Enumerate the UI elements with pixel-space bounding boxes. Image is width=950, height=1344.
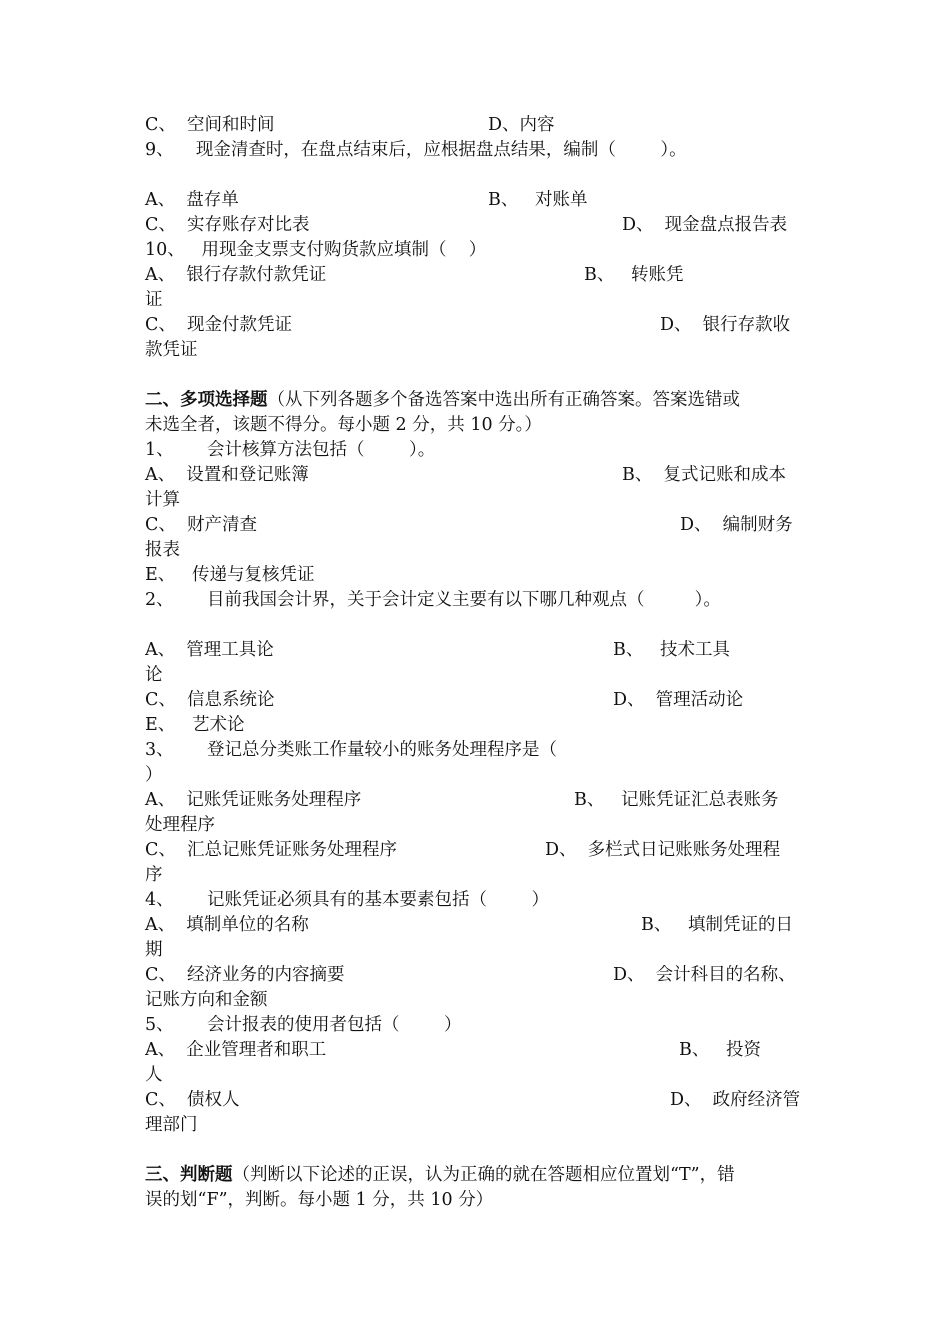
option-d: D、 管理活动论 <box>613 690 744 710</box>
section-2-desc: （从下列各题多个备选答案中选出所有正确答案。答案选错或 <box>267 390 740 410</box>
option-a: A、 盘存单 <box>145 190 239 210</box>
option-a: A、 银行存款付款凭证 <box>145 265 327 285</box>
option-b-wrap: 论 <box>145 665 163 685</box>
option-b-wrap: 处理程序 <box>145 815 215 835</box>
option-c: C、 汇总记账凭证账务处理程序 <box>145 840 398 860</box>
option-d: D、 多栏式日记账账务处理程 <box>545 840 781 860</box>
multi-question-2-stem: 2、 目前我国会计界，关于会计定义主要有以下哪几种观点（ ）。 <box>145 590 721 610</box>
option-d-wrap: 记账方向和金额 <box>145 990 268 1010</box>
option-b-wrap: 期 <box>145 940 163 960</box>
section-3-desc: （判断以下论述的正误，认为正确的就在答题相应位置划“T”，错 <box>232 1165 735 1185</box>
section-2-header <box>145 388 740 413</box>
section-3-desc-cont: 误的划“F”，判断。每小题 1 分，共 10 分） <box>145 1190 494 1210</box>
option-d-wrap: 序 <box>145 865 163 885</box>
option-e: E、 艺术论 <box>145 715 245 735</box>
option-b: B、 投资 <box>679 1040 762 1060</box>
section-2-title: 二、多项选择题 <box>145 390 268 410</box>
option-b: B、 对账单 <box>488 190 588 210</box>
section-3-header <box>145 1163 735 1188</box>
question-9-stem: 9、 现金清查时，在盘点结束后，应根据盘点结果，编制（ ）。 <box>145 140 687 160</box>
option-a: A、 记账凭证账务处理程序 <box>145 790 362 810</box>
question-10-stem: 10、 用现金支票支付购货款应填制（ ） <box>145 240 487 260</box>
option-a: A、 管理工具论 <box>145 640 274 660</box>
option-b-wrap: 人 <box>145 1065 163 1085</box>
multi-question-1-stem: 1、 会计核算方法包括（ ）。 <box>145 440 436 460</box>
option-c: C、 经济业务的内容摘要 <box>145 965 345 985</box>
option-c: C、 现金付款凭证 <box>145 315 293 335</box>
option-d: D、 编制财务 <box>680 515 793 535</box>
option-e: E、 传递与复核凭证 <box>145 565 315 585</box>
option-b-wrap: 证 <box>145 290 163 310</box>
option-d-wrap: 款凭证 <box>145 340 198 360</box>
multi-question-3-stem: 3、 登记总分类账工作量较小的账务处理程序是（ <box>145 740 558 760</box>
option-c: C、 信息系统论 <box>145 690 275 710</box>
option-d: D、 银行存款收 <box>660 315 791 335</box>
question-3-stem-wrap: ） <box>145 765 163 785</box>
option-a: A、 企业管理者和职工 <box>145 1040 327 1060</box>
section-2-desc-cont: 未选全者，该题不得分。每小题 2 分，共 10 分。） <box>145 415 542 435</box>
option-b: B、 技术工具 <box>613 640 731 660</box>
option-b: B、 复式记账和成本 <box>622 465 786 485</box>
option-b: B、 转账凭 <box>584 265 684 285</box>
option-a: A、 设置和登记账簿 <box>145 465 309 485</box>
option-d: D、内容 <box>488 115 555 135</box>
option-a: A、 填制单位的名称 <box>145 915 309 935</box>
multi-question-5-stem: 5、 会计报表的使用者包括（ ） <box>145 1015 462 1035</box>
section-3-title: 三、判断题 <box>145 1165 233 1185</box>
option-c: C、 空间和时间 <box>145 115 275 135</box>
option-c: C、 财产清查 <box>145 515 258 535</box>
multi-question-4-stem: 4、 记账凭证必须具有的基本要素包括（ ） <box>145 890 550 910</box>
option-b-wrap: 计算 <box>145 490 180 510</box>
option-d-wrap: 报表 <box>145 540 180 560</box>
option-d: D、 政府经济管 <box>670 1090 801 1110</box>
option-b: B、 填制凭证的日 <box>641 915 794 935</box>
option-c: C、 债权人 <box>145 1090 240 1110</box>
option-d-wrap: 理部门 <box>145 1115 198 1135</box>
option-b: B、 记账凭证汇总表账务 <box>574 790 779 810</box>
option-d: D、 会计科目的名称、 <box>613 965 796 985</box>
option-c: C、 实存账存对比表 <box>145 215 310 235</box>
option-d: D、 现金盘点报告表 <box>622 215 788 235</box>
